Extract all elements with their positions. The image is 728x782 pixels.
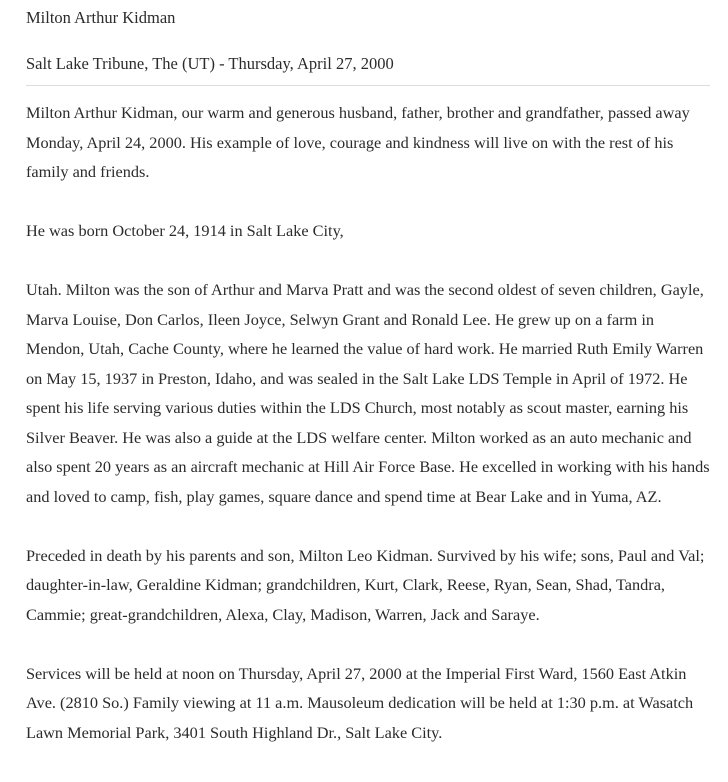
paragraph-life: Utah. Milton was the son of Arthur and Marva Pratt and was the second oldest of seven children, Gayle, Marva Louise, Don Carlos, Ileen Joyce, Selwyn Grant and Ronald Lee. He grew up on a farm in Mendon, Utah, Cache County, where he learned the value of hard work. He married Ruth Emily Warren on May 15, 1937 in Preston, Idaho, and was sealed in the Salt Lake LDS Temple in April of 1972. He spent his life serving various duties within the LDS Church, most notably as scout master, earning his Silver Beaver. He was also a guide at the LDS welfare center. Milton worked as an auto mechanic and also spent 20 years as an aircraft mechanic at Hill Air Force Base. He excelled in working with his hands and loved to camp, fish, play games, square dance and spend time at Bear Lake and in Yuma, AZ. xyxy=(26,280,710,506)
paragraph-intro: Milton Arthur Kidman, our warm and generous husband, father, brother and grandfather, passed away Monday, April 24, 2000. His example of love, courage and kindness will live on with the rest of his family and friends. xyxy=(26,103,690,181)
paragraph-family: Preceded in death by his parents and son, Milton Leo Kidman. Survived by his wife; sons, Paul and Val; daughter-in-law, Geraldine Kidman; grandchildren, Kurt, Clark, Reese, Ryan, Sean, Shad, Tandra, Cammie; great-grandchildren, Alexa, Clay, Madison, Warren, Jack and Saraye. xyxy=(26,545,705,624)
paragraph-birth: He was born October 24, 1914 in Salt Lake City, xyxy=(26,221,344,240)
publication-source-line: Salt Lake Tribune, The (UT) - Thursday, April 27, 2000 xyxy=(26,54,394,73)
deceased-name: Milton Arthur Kidman xyxy=(26,8,176,27)
obituary-body xyxy=(26,98,710,777)
paragraph-services: Services will be held at noon on Thursday, April 27, 2000 at the Imperial First Ward, 1560 East Atkin Ave. (2810 So.) Family viewing at 11 a.m. Mausoleum dedication will be held at 1:30 p.m. at Wasatch Lawn Memorial Park, 3401 South Highland Dr., Salt Lake City. xyxy=(26,663,694,742)
header-divider xyxy=(26,85,710,86)
